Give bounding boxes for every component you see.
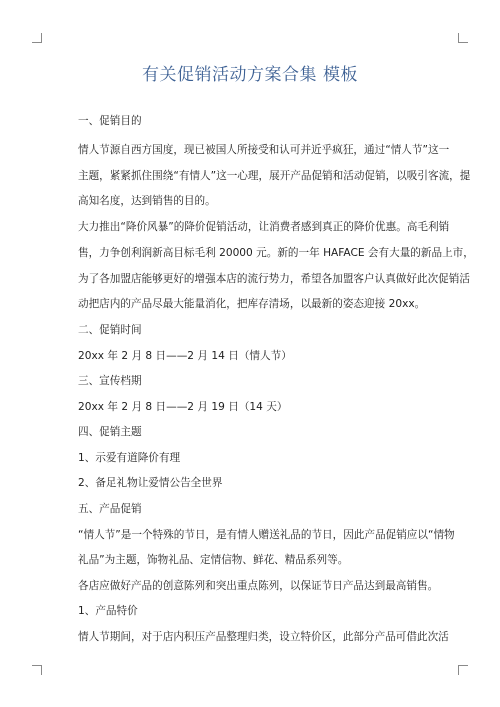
body-line: 高知名度，达到销售的目的。 xyxy=(78,195,216,207)
body-line: 20xx 年 2 月 8 日——2 月 19 日（14 天） xyxy=(78,401,288,413)
body-line: 情人节期间，对于店内积压产品整理归类，设立特价区，此部分产品可借此次活 xyxy=(78,631,449,643)
body-line: 售，力争创利润新高目标毛利 20000 元。新的一年 HAFACE 会有大量的新品上市， xyxy=(78,247,474,259)
page-corner-mark-top-right xyxy=(458,33,468,43)
body-line: 各店应做好产品的创意陈列和突出重点陈列，以保证节日产品达到最高销售。 xyxy=(78,580,439,592)
body-line: 情人节源自西方国度，现已被国人所接受和认可并近乎疯狂，通过“情人节”这一 xyxy=(78,144,450,156)
body-line: 动把店内的产品尽最大能量消化，把库存清场，以最新的姿态迎接 20xx。 xyxy=(78,298,426,310)
body-line: 二、促销时间 xyxy=(78,324,142,336)
body-line: 2、备足礼物让爱情公告全世界 xyxy=(78,477,223,489)
body-line: “情人节”是一个特殊的节日，是有情人赠送礼品的节日，因此产品促销应以“情物 xyxy=(78,529,455,541)
body-line: 四、促销主题 xyxy=(78,426,142,438)
body-line: 1、产品特价 xyxy=(78,605,138,617)
body-line: 为了各加盟店能够更好的增强本店的流行势力，希望各加盟客户认真做好此次促销活 xyxy=(78,273,470,285)
body-line: 1、示爱有道降价有理 xyxy=(78,452,181,464)
page-corner-mark-top-left xyxy=(32,33,42,43)
body-line: 礼品”为主题，饰物礼品、定情信物、鲜花、精品系列等。 xyxy=(78,554,349,566)
body-line: 五、产品促销 xyxy=(78,503,142,515)
body-line: 大力推出“降价风暴”的降价促销活动，让消费者感到真正的降价优惠。高毛利销 xyxy=(78,221,450,233)
page-corner-mark-bottom-left xyxy=(32,665,42,675)
body-line: 一、促销目的 xyxy=(78,115,142,127)
body-line: 20xx 年 2 月 8 日——2 月 14 日（情人节） xyxy=(78,350,292,362)
body-line: 三、宣传档期 xyxy=(78,375,142,387)
document-title: 有关促销活动方案合集 模板 xyxy=(142,65,358,85)
body-line: 主题，紧紧抓住围绕“有情人”这一心理，展开产品促销和活动促销，以吸引客流，提 xyxy=(78,170,471,182)
page-corner-mark-bottom-right xyxy=(458,665,468,675)
